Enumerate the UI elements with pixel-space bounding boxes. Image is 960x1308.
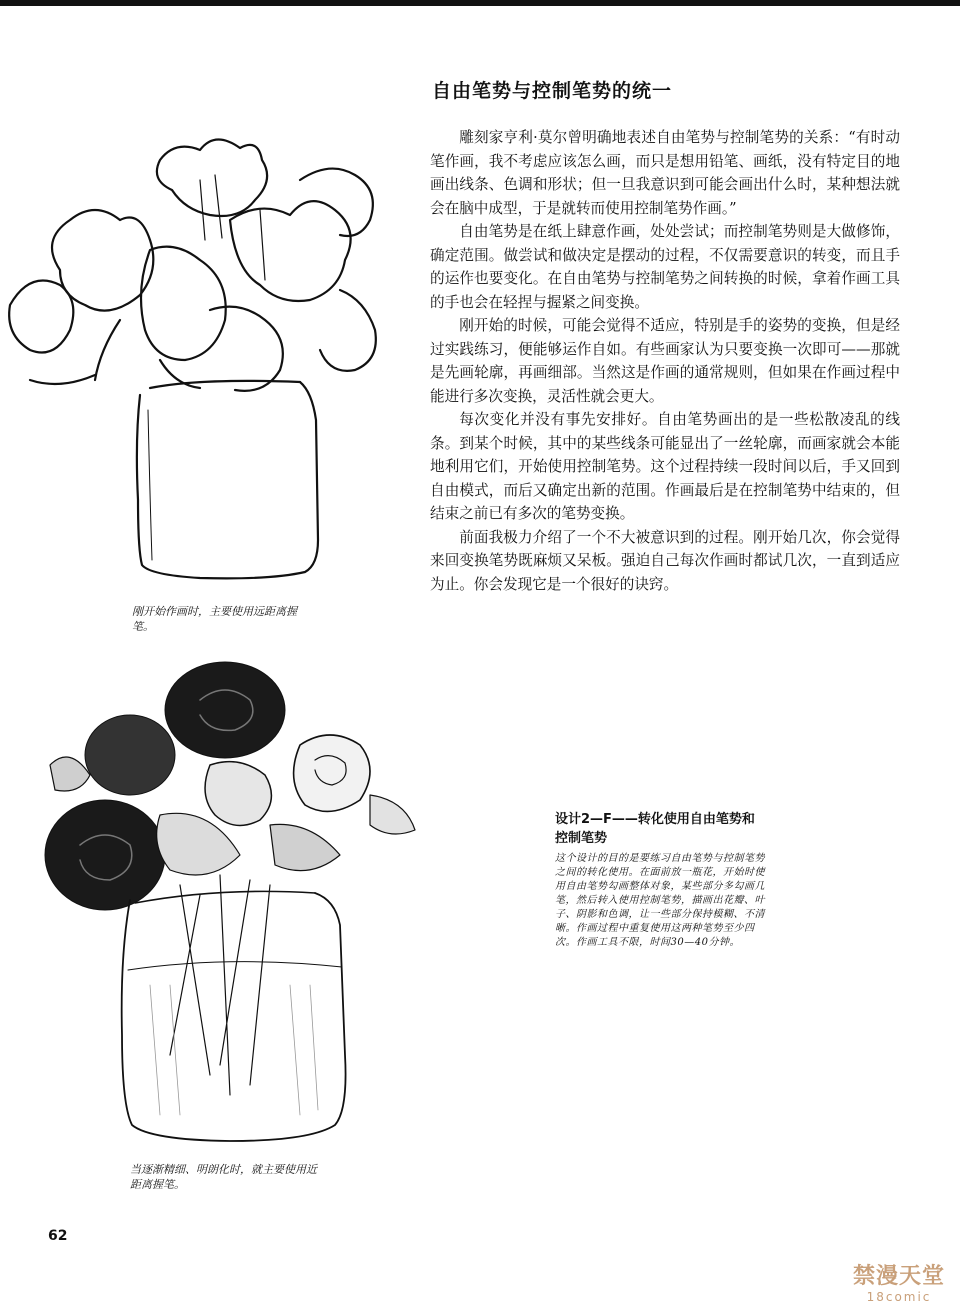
paragraph-5: 前面我极力介绍了一个不大被意识到的过程。刚开始几次，你会觉得来回变换笔势既麻烦又呆板。强迫自己每次作画时都试几次，一直到适应为止。你会发现它是一个很好的诀窍。	[430, 528, 900, 593]
page-number: 62	[48, 1228, 68, 1244]
watermark-line-1: 禁漫天堂	[852, 1264, 945, 1289]
paragraph-3: 刚开始的时候，可能会觉得不适应，特别是手的姿势的变换，但是经过实践练习，便能够运作自如。有些画家认为只要变换一次即可——那就是先画轮廓，再画细部。当然这是作画的通常规则，但如果在作画过程中能进行多次变换，灵活性就会更大。	[430, 317, 900, 405]
caption-sketch-1: 刚开始作画时，主要使用远距离握笔。	[132, 605, 297, 633]
section-title: 自由笔势与控制笔势的统一	[432, 80, 673, 102]
watermark-logo	[844, 1259, 954, 1304]
caption-sketch-2: 当逐渐精细、明朗化时，就主要使用近距离握笔。	[130, 1163, 317, 1191]
paragraph-1: 雕刻家亨利·莫尔曾明确地表述自由笔势与控制笔势的关系：“有时动笔作画，我不考虑应该怎么画，而只是想用铅笔、画纸，没有特定目的地画出线条、色调和形状；但一旦我意识到可能会画出什么时，某种想法就会在脑中成型，于是就转而使用控制笔势作画。”	[430, 129, 900, 217]
paragraph-4: 每次变化并没有事先安排好。自由笔势画出的是一些松散凌乱的线条。到某个时候，其中的某些线条可能显出了一丝轮廓，而画家就会本能地利用它们，开始使用控制笔势。这个过程持续一段时间以后，手又回到自由模式，而后又确定出新的范围。作画最后是在控制笔势中结束的，但结束之前已有多次的笔势变换。	[430, 411, 900, 522]
top-rule	[0, 0, 960, 6]
detailed-rose-drawing-image	[10, 655, 440, 1160]
exercise-box	[555, 810, 765, 950]
paragraph-2: 自由笔势是在纸上肆意作画，处处尝试；而控制笔势则是大做修饰，确定范围。做尝试和做决定是摆动的过程，不仅需要意识的转变，而且手的运作也要变化。在自由笔势与控制笔势之间转换的时候，拿着作画工具的手也会在轻捏与握紧之间变换。	[430, 223, 900, 311]
watermark-line-2: 18comic	[866, 1290, 932, 1304]
exercise-title: 设计2—F——转化使用自由笔势和控制笔势	[555, 812, 755, 846]
body-text	[430, 126, 900, 596]
loose-flower-sketch-image	[0, 120, 420, 600]
exercise-body: 这个设计的目的是要练习自由笔势与控制笔势之间的转化使用。在面前放一瓶花，开始时使用自由笔势勾画整体对象，某些部分多勾画几笔，然后转入使用控制笔势，描画出花瓣、叶子、阴影和色调，让一些部分保持模糊、不清晰。作画过程中重复使用这两种笔势至少四次。作画工具不限，时间30—40分钟。	[555, 853, 765, 948]
